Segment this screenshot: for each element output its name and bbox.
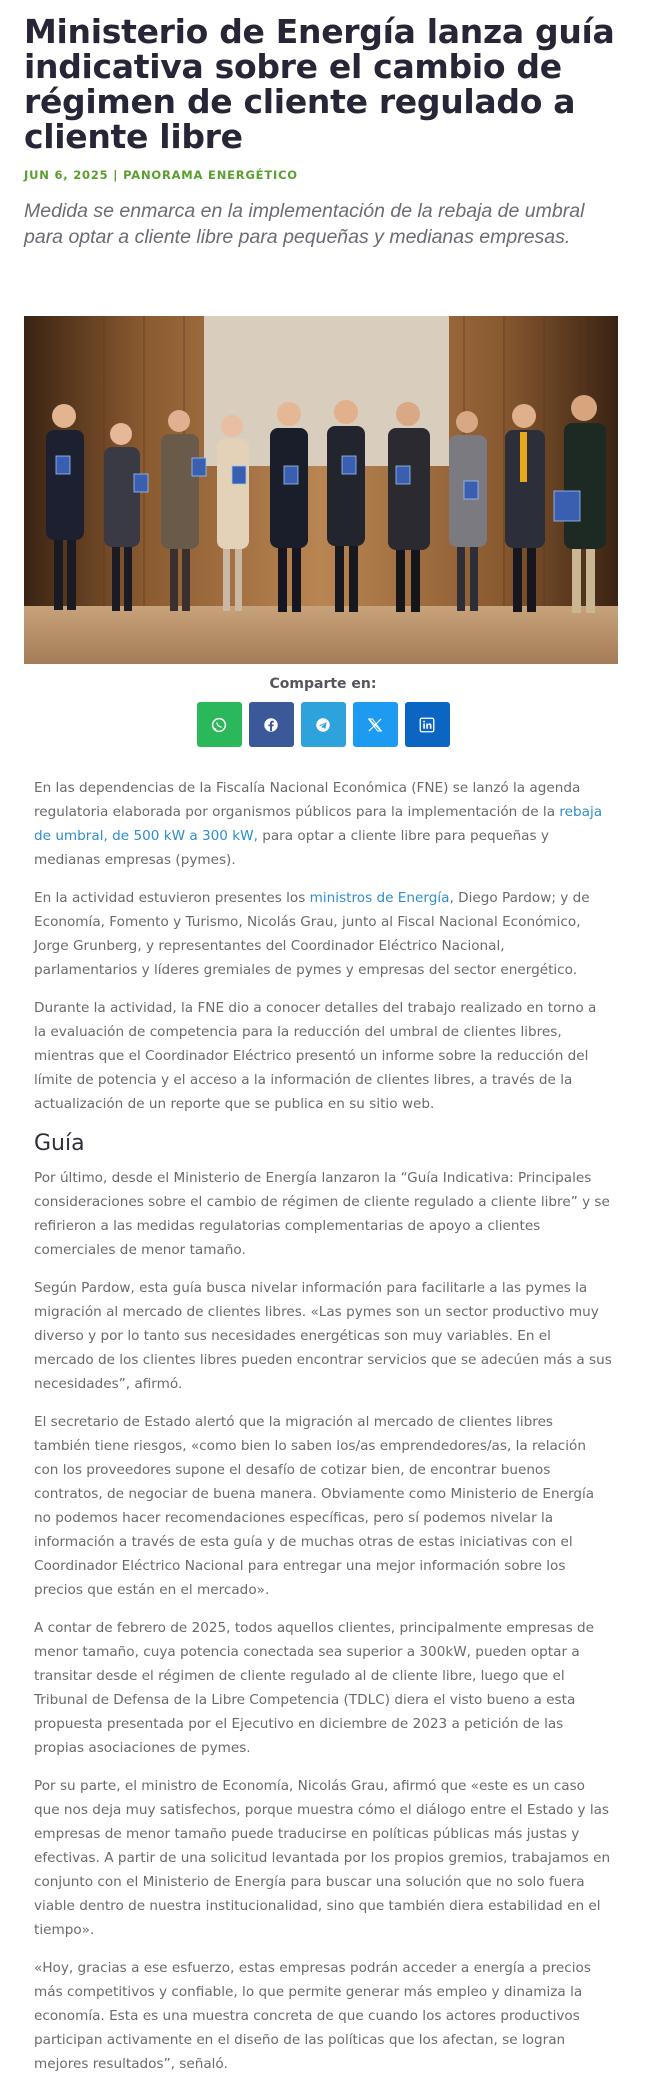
- paragraph-1: En las dependencias de la Fiscalía Nacional Económica (FNE) se lanzó la agenda regulatoria elaborada por organismos públicos para la implementación de la rebaja de umbral, de 500 kW a 300 kW, para optar a cliente libre para pequeñas y medianas empresas (pymes).: [34, 780, 603, 868]
- meta-separator: |: [113, 168, 119, 182]
- linkedin-icon: [418, 716, 436, 734]
- telegram-icon: [314, 716, 332, 734]
- x-share-button[interactable]: [353, 702, 398, 747]
- paragraph-3: Durante la actividad, la FNE dio a conocer detalles del trabajo realizado en torno a la evaluación de competencia para la reducción del umbral de clientes libres, mientras que el Coordinador Eléctrico presentó un informe sobre la reducción del límite de potencia y el acceso a la información de clientes libres, a través de la actualización de un reporte que se publica en su sitio web.: [34, 1000, 597, 1112]
- paragraph-9: «Hoy, gracias a ese esfuerzo, estas empresas podrán acceder a energía a precios más competitivos y confiable, lo que permite generar más empleo y dinamiza la economía. Esta es una muestra concreta de que cuando los actores productivos participan activamente en el diseño de las políticas que los afectan, se logran mejores resultados”, señaló.: [34, 1960, 591, 2072]
- article-header: [24, 0, 618, 250]
- x-icon: [366, 716, 384, 734]
- paragraph-7: A contar de febrero de 2025, todos aquellos clientes, principalmente empresas de menor tamaño, cuya potencia conectada sea superior a 300kW, pueden optar a transitar desde el régimen de cliente regulado al de cliente libre, luego que el Tribunal de Defensa de la Libre Competencia (TDLC) diera el visto bueno a esta propuesta presentada por el Ejecutivo en diciembre de 2023 a petición de las propias asociaciones de pymes.: [34, 1620, 594, 1756]
- article-category[interactable]: PANORAMA ENERGÉTICO: [123, 168, 298, 182]
- share-title: Comparte en:: [269, 676, 377, 692]
- featured-photo: [24, 316, 618, 664]
- article-body: [34, 776, 612, 2090]
- whatsapp-share-button[interactable]: [197, 702, 242, 747]
- article-meta: [24, 168, 618, 182]
- article-title: Ministerio de Energía lanza guía indicativa sobre el cambio de régimen de cliente regulado a cliente libre: [24, 12, 615, 156]
- telegram-share-button[interactable]: [301, 702, 346, 747]
- link-ministros-energia[interactable]: ministros de Energía: [309, 890, 450, 906]
- share-section: [0, 676, 646, 747]
- paragraph-5: Según Pardow, esta guía busca nivelar información para facilitarle a las pymes la migración al mercado de clientes libres. «Las pymes son un sector productivo muy diverso y por lo tanto sus necesidades energéticas son muy variables. En el mercado de los clientes libres pueden encontrar servicios que se adecúen más a sus necesidades”, afirmó.: [34, 1280, 612, 1392]
- share-buttons: [0, 702, 646, 747]
- facebook-icon: [262, 716, 280, 734]
- whatsapp-icon: [210, 716, 228, 734]
- facebook-share-button[interactable]: [249, 702, 294, 747]
- linkedin-share-button[interactable]: [405, 702, 450, 747]
- paragraph-6: El secretario de Estado alertó que la migración al mercado de clientes libres también tiene riesgos, «como bien lo saben los/as emprendedores/as, la relación con los proveedores supone el desafío de cotizar bien, de encontrar buenos contratos, de negociar de buena manera. Obviamente como Ministerio de Energía no podemos hacer recomendaciones específicas, pero sí podemos nivelar la información a través de esta guía y de muchas otras de estas iniciativas con el Coordinador Eléctrico Nacional para entregar una mejor información sobre los precios que están en el mercado».: [34, 1414, 595, 1598]
- paragraph-2: En la actividad estuvieron presentes los ministros de Energía, Diego Pardow; y de Economía, Fomento y Turismo, Nicolás Grau, junto al Fiscal Nacional Económico, Jorge Grunberg, y representantes del Coordinador Eléctrico Nacional, parlamentarios y líderes gremiales de pymes y empresas del sector energético.: [34, 890, 590, 978]
- section-heading-guia: Guía: [34, 1131, 85, 1156]
- article-subtitle: Medida se enmarca en la implementación de la rebaja de umbral para optar a cliente libre para pequeñas y medianas empresas.: [24, 200, 585, 248]
- article-date: JUN 6, 2025: [24, 168, 109, 182]
- paragraph-4: Por último, desde el Ministerio de Energía lanzaron la “Guía Indicativa: Principales consideraciones sobre el cambio de régimen de cliente regulado a cliente libre” y se refirieron a las medidas regulatorias complementarias de apoyo a clientes comerciales de menor tamaño.: [34, 1170, 610, 1258]
- link-rebaja-umbral[interactable]: rebaja de umbral, de 500 kW a 300 kW,: [34, 804, 603, 844]
- paragraph-8: Por su parte, el ministro de Economía, Nicolás Grau, afirmó que «este es un caso que nos deja muy satisfechos, porque muestra cómo el diálogo entre el Estado y las empresas de menor tamaño puede traducirse en políticas públicas más justas y efectivas. A partir de una solicitud levantada por los propios gremios, trabajamos en conjunto con el Ministerio de Energía para buscar una solución que no solo fuera viable dentro de nuestra institucionalidad, sino que también diera estabilidad en el tiempo».: [34, 1778, 611, 1938]
